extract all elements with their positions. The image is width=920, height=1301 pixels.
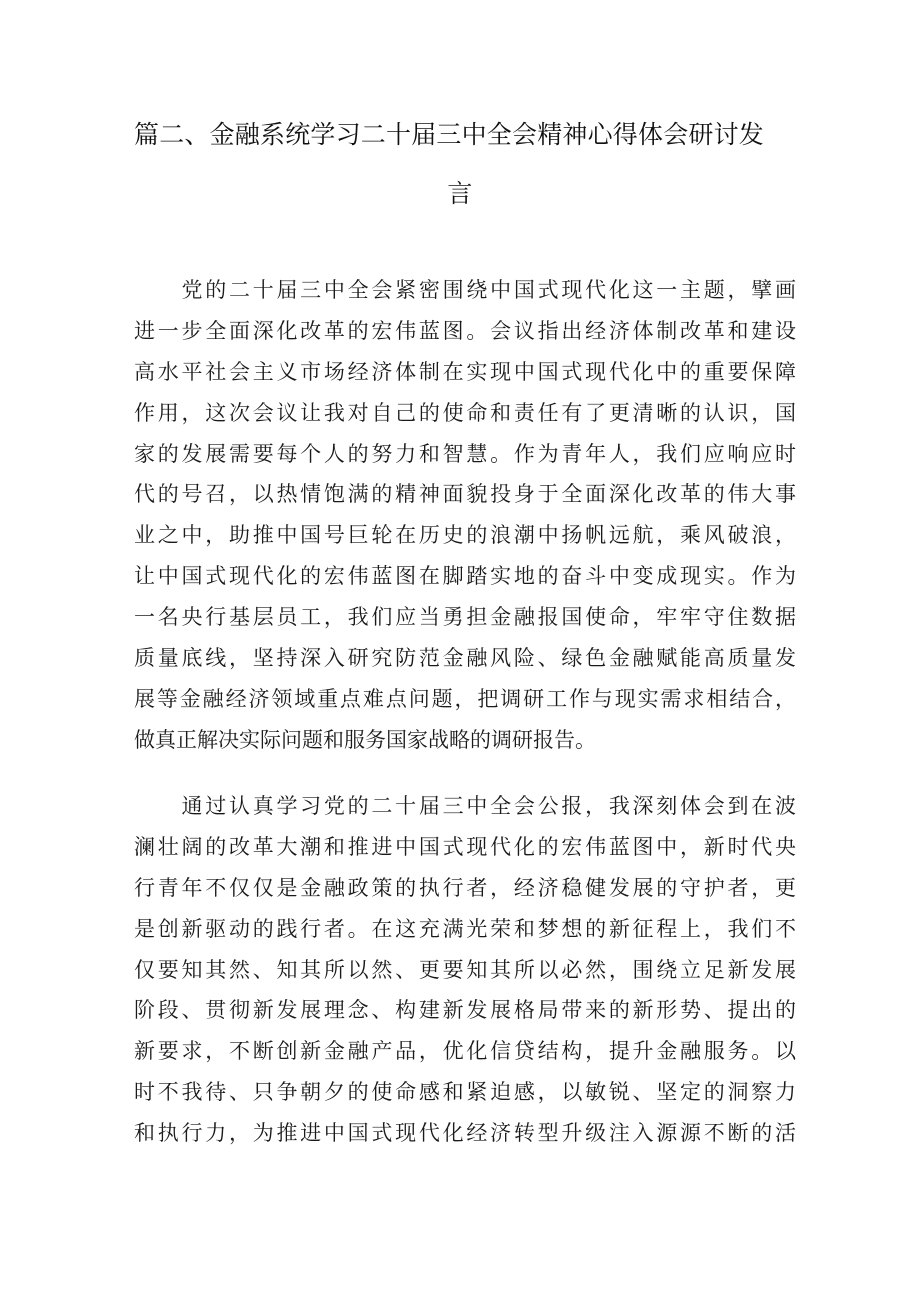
paragraph-1 (134, 270, 796, 761)
paragraph-line: 进一步全面深化改革的宏伟蓝图。会议指出经济体制改革和建设 (134, 318, 796, 343)
paragraph-line: 行青年不仅仅是金融政策的执行者，经济稳健发展的守护者，更 (134, 875, 796, 900)
paragraph-line: 时不我待、只争朝夕的使命感和紧迫感，以敏锐、坚定的洞察力 (134, 1080, 796, 1105)
paragraph-line: 通过认真学习党的二十届三中全会公报，我深刻体会到在波 (134, 794, 796, 818)
paragraph-2 (134, 786, 796, 1154)
paragraph-line: 质量底线，坚持深入研究防范金融风险、绿色金融赋能高质量发 (134, 646, 796, 671)
paragraph-line: 仅要知其然、知其所以然、更要知其所以必然，围绕立足新发展 (134, 957, 796, 982)
paragraph-line: 代的号召，以热情饱满的精神面貌投身于全面深化改革的伟大事 (134, 482, 796, 507)
paragraph-line: 和执行力，为推进中国式现代化经济转型升级注入源源不断的活 (134, 1121, 796, 1146)
paragraph-line: 阶段、贯彻新发展理念、构建新发展格局带来的新形势、提出的 (134, 998, 796, 1023)
paragraph-line: 党的二十届三中全会紧密围绕中国式现代化这一主题，擘画 (134, 278, 796, 302)
paragraph-line: 高水平社会主义市场经济体制在实现中国式现代化中的重要保障 (134, 359, 796, 384)
paragraph-line: 新要求，不断创新金融产品，优化信贷结构，提升金融服务。以 (134, 1039, 796, 1064)
paragraph-line: 一名央行基层员工，我们应当勇担金融报国使命，牢牢守住数据 (134, 605, 796, 630)
document-title-line-1: 篇二、金融系统学习二十届三中全会精神心得体会研讨发 (134, 120, 765, 149)
paragraph-line: 让中国式现代化的宏伟蓝图在脚踏实地的奋斗中变成现实。作为 (134, 564, 796, 589)
paragraph-line: 业之中，助推中国号巨轮在历史的浪潮中扬帆远航，乘风破浪， (134, 523, 796, 548)
document-title-line-2: 言 (447, 179, 473, 208)
paragraph-line: 作用，这次会议让我对自己的使命和责任有了更清晰的认识，国 (134, 400, 796, 425)
paragraph-line: 是创新驱动的践行者。在这充满光荣和梦想的新征程上，我们不 (134, 916, 796, 941)
paragraph-line: 澜壮阔的改革大潮和推进中国式现代化的宏伟蓝图中，新时代央 (134, 834, 796, 859)
paragraph-line: 家的发展需要每个人的努力和智慧。作为青年人，我们应响应时 (134, 441, 796, 466)
paragraph-line: 做真正解决实际问题和服务国家战略的调研报告。 (134, 727, 596, 752)
paragraph-line: 展等金融经济领域重点难点问题，把调研工作与现实需求相结合， (134, 686, 796, 711)
